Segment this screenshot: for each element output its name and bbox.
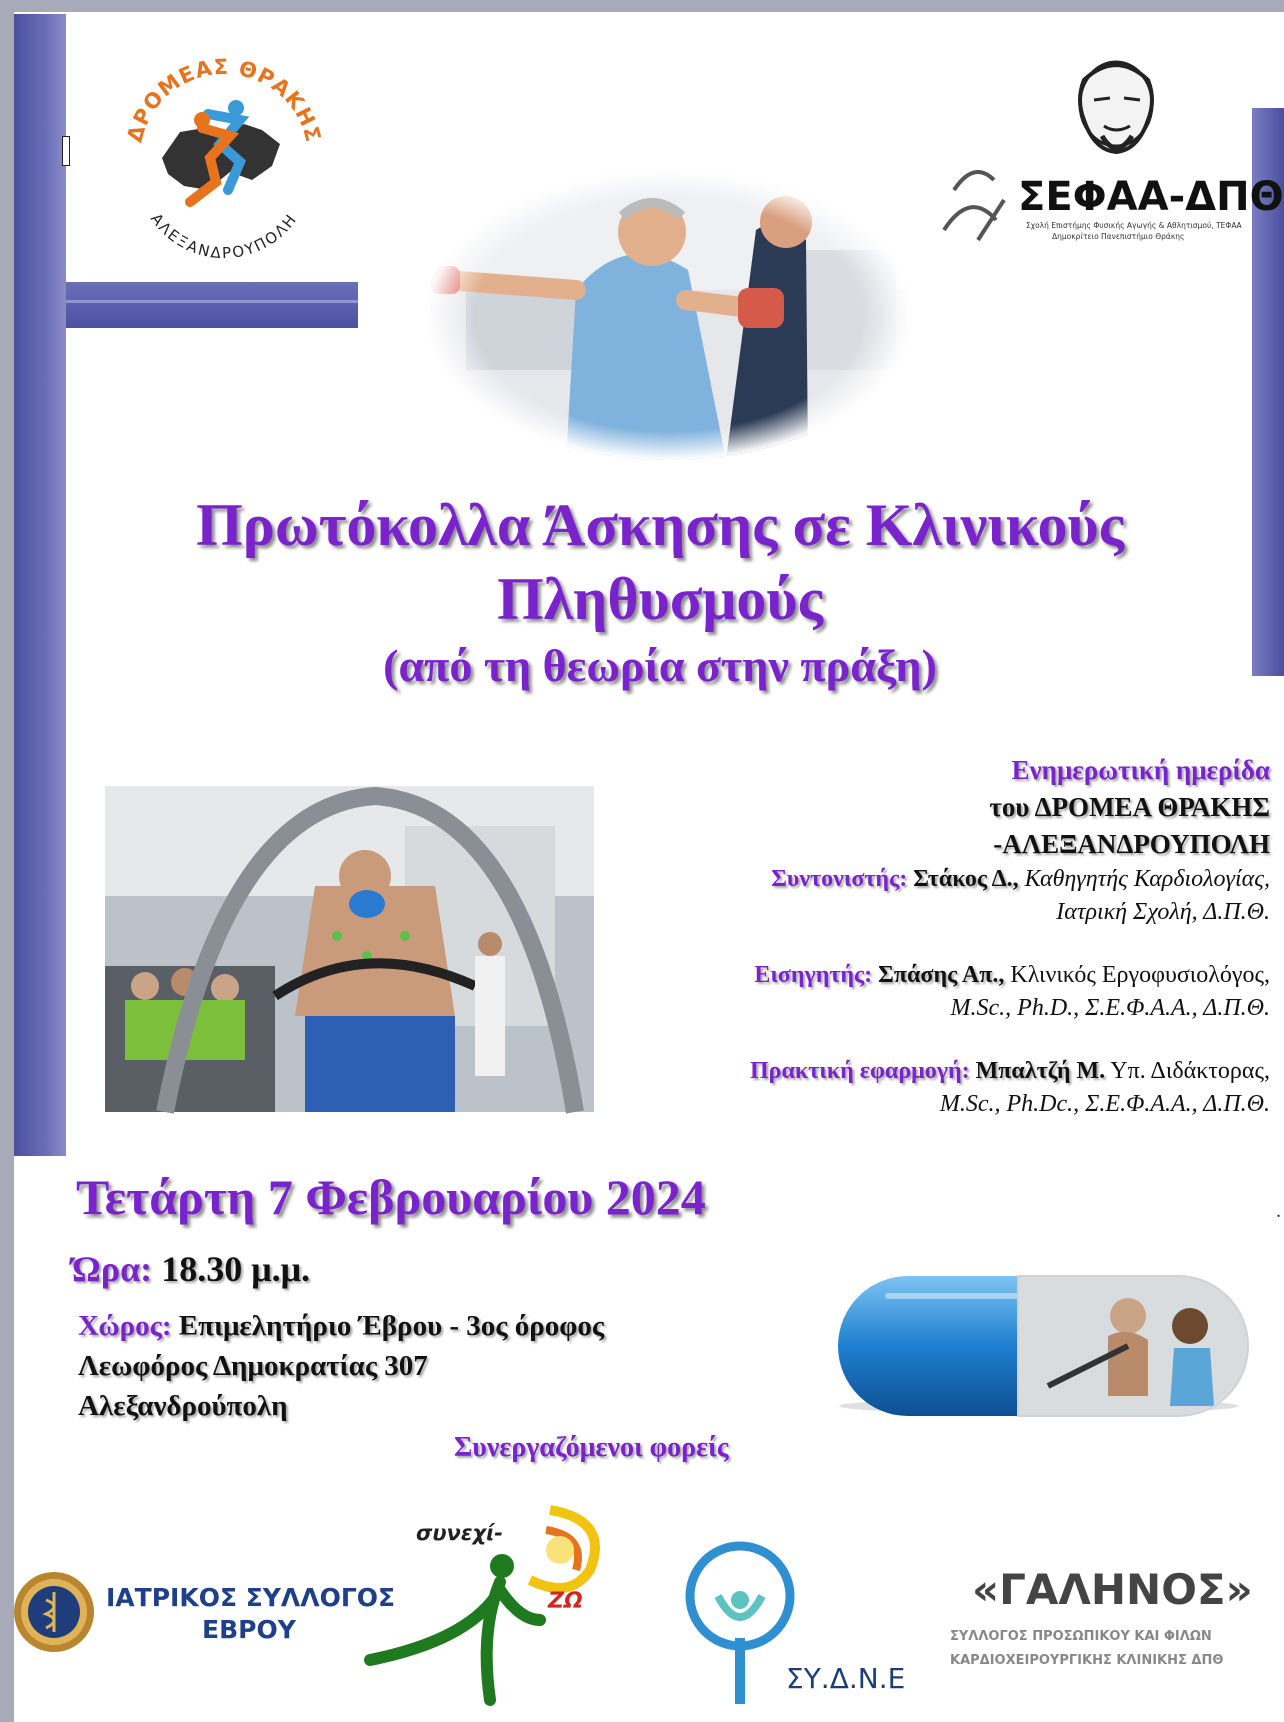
- sefaa-name: ΣΕΦΑΑ-ΔΠΘ: [1018, 174, 1284, 220]
- stray-dot: .: [1276, 1200, 1281, 1222]
- decorative-bar-line: [66, 300, 358, 303]
- dromeas-thrakis-logo: [112, 40, 336, 262]
- speaker-label: Εισηγητής:: [754, 962, 873, 988]
- dromeas-text-top: ΔΡΟΜΕΑΣ ΘΡΑΚΗΣ: [122, 54, 326, 145]
- synexizo-text-a: συνεχί-: [416, 1521, 503, 1545]
- iatrikos-syllogos-logo: [12, 1566, 402, 1658]
- event-date: Τετάρτη 7 Φεβρουαρίου 2024: [76, 1169, 706, 1225]
- speaker-line: [590, 959, 1270, 992]
- organizer-line2: -ΑΛΕΞΑΝΔΡΟΥΠΟΛΗ: [993, 829, 1270, 859]
- galinos-sub1: ΣΥΛΛΟΓΟΣ ΠΡΟΣΩΠΙΚΟΥ ΚΑΙ ΦΙΛΩΝ: [950, 1629, 1212, 1644]
- sefaa-sub2: Δημοκρίτειο Πανεπιστήμιο Θράκης: [1052, 232, 1185, 241]
- synexizo-text-b: ΖΩ: [548, 1589, 583, 1614]
- venue-label: Χώρος:: [78, 1310, 172, 1342]
- coordinator-line: [590, 863, 1270, 896]
- synexizo-logo: [350, 1490, 632, 1708]
- dromeas-text-bottom: ΑΛΕΞΑΝΔΡΟΥΠΟΛΗ: [147, 209, 301, 262]
- event-type: Ενημερωτική ημερίδα: [1011, 755, 1270, 785]
- decorative-bar: [66, 282, 358, 328]
- iatrikos-line2: ΕΒΡΟΥ: [202, 1615, 296, 1644]
- practice-name: Μπαλτζή Μ.: [975, 1058, 1106, 1084]
- practice-line: [590, 1055, 1270, 1088]
- time-label: Ώρα:: [72, 1249, 153, 1289]
- svg-text:ΑΛΕΞΑΝΔΡΟΥΠΟΛΗ: [147, 210, 301, 262]
- speaker-name: Σπάσης Απ.,: [878, 962, 1005, 988]
- title-line2: Πληθυσμούς: [497, 566, 823, 632]
- exercise-photo: [426, 170, 912, 460]
- galinos-sub2: ΚΑΡΔΙΟΧΕΙΡΟΥΡΓΙΚΗΣ ΚΛΙΝΙΚΗΣ ΔΠΘ: [950, 1653, 1224, 1668]
- coordinator-title: Καθηγητής Καρδιολογίας,: [1024, 866, 1270, 892]
- venue-name: Επιμελητήριο Έβρου - 3ος όροφος: [178, 1310, 605, 1342]
- sefaa-logo: [934, 40, 1284, 260]
- sydne-text: ΣΥ.Δ.Ν.Ε: [786, 1662, 906, 1695]
- treadmill-test-photo: [105, 786, 594, 1112]
- time-value: 18.30 μ.μ.: [161, 1249, 311, 1289]
- iatrikos-line1: ΙΑΤΡΙΚΟΣ ΣΥΛΛΟΓΟΣ: [106, 1583, 396, 1612]
- coordinator-affiliation: Ιατρική Σχολή, Δ.Π.Θ.: [1056, 899, 1270, 925]
- event-info: [590, 752, 1270, 1121]
- practice-label: Πρακτική εφαρμογή:: [750, 1058, 970, 1084]
- event-time: [72, 1248, 310, 1290]
- coordinator-label: Συντονιστής:: [771, 866, 908, 892]
- practice-affiliation: M.Sc., Ph.Dc., Σ.Ε.Φ.Α.Α., Δ.Π.Θ.: [939, 1091, 1270, 1117]
- event-title: [60, 488, 1260, 694]
- sefaa-sub1: Σχολή Επιστήμης Φυσικής Αγωγής & Αθλητισμού, ΤΕΦΑΑ: [1026, 221, 1242, 230]
- missing-glyph-box: [62, 136, 70, 166]
- sydne-logo: [660, 1518, 910, 1714]
- galinos-logo: [948, 1548, 1284, 1698]
- title-subtitle: (από τη θεωρία στην πράξη): [383, 640, 937, 691]
- venue-city: Αλεξανδρούπολη: [78, 1390, 288, 1422]
- partners-heading: Συνεργαζόμενοι φορείς: [454, 1432, 729, 1463]
- frame-top: [0, 0, 1284, 12]
- organizer-line1: του ΔΡΟΜΕΑ ΘΡΑΚΗΣ: [989, 792, 1270, 822]
- title-line1: Πρωτόκολλα Άσκησης σε Κλινικούς: [196, 492, 1124, 558]
- practice-title: Υπ. Διδάκτορας,: [1110, 1058, 1270, 1084]
- speaker-affiliation: M.Sc., Ph.D., Σ.Ε.Φ.Α.Α., Δ.Π.Θ.: [950, 995, 1270, 1021]
- frame-left: [0, 0, 14, 1722]
- event-venue: [78, 1306, 604, 1426]
- exercise-pill-image: [828, 1256, 1250, 1416]
- speaker-title: Κλινικός Εργοφυσιολόγος,: [1010, 962, 1270, 988]
- venue-address: Λεωφόρος Δημοκρατίας 307: [78, 1350, 428, 1382]
- coordinator-name: Στάκος Δ.,: [913, 866, 1019, 892]
- galinos-title: «ΓΑΛΗΝΟΣ»: [972, 1565, 1253, 1614]
- decorative-band-left: [14, 14, 66, 1156]
